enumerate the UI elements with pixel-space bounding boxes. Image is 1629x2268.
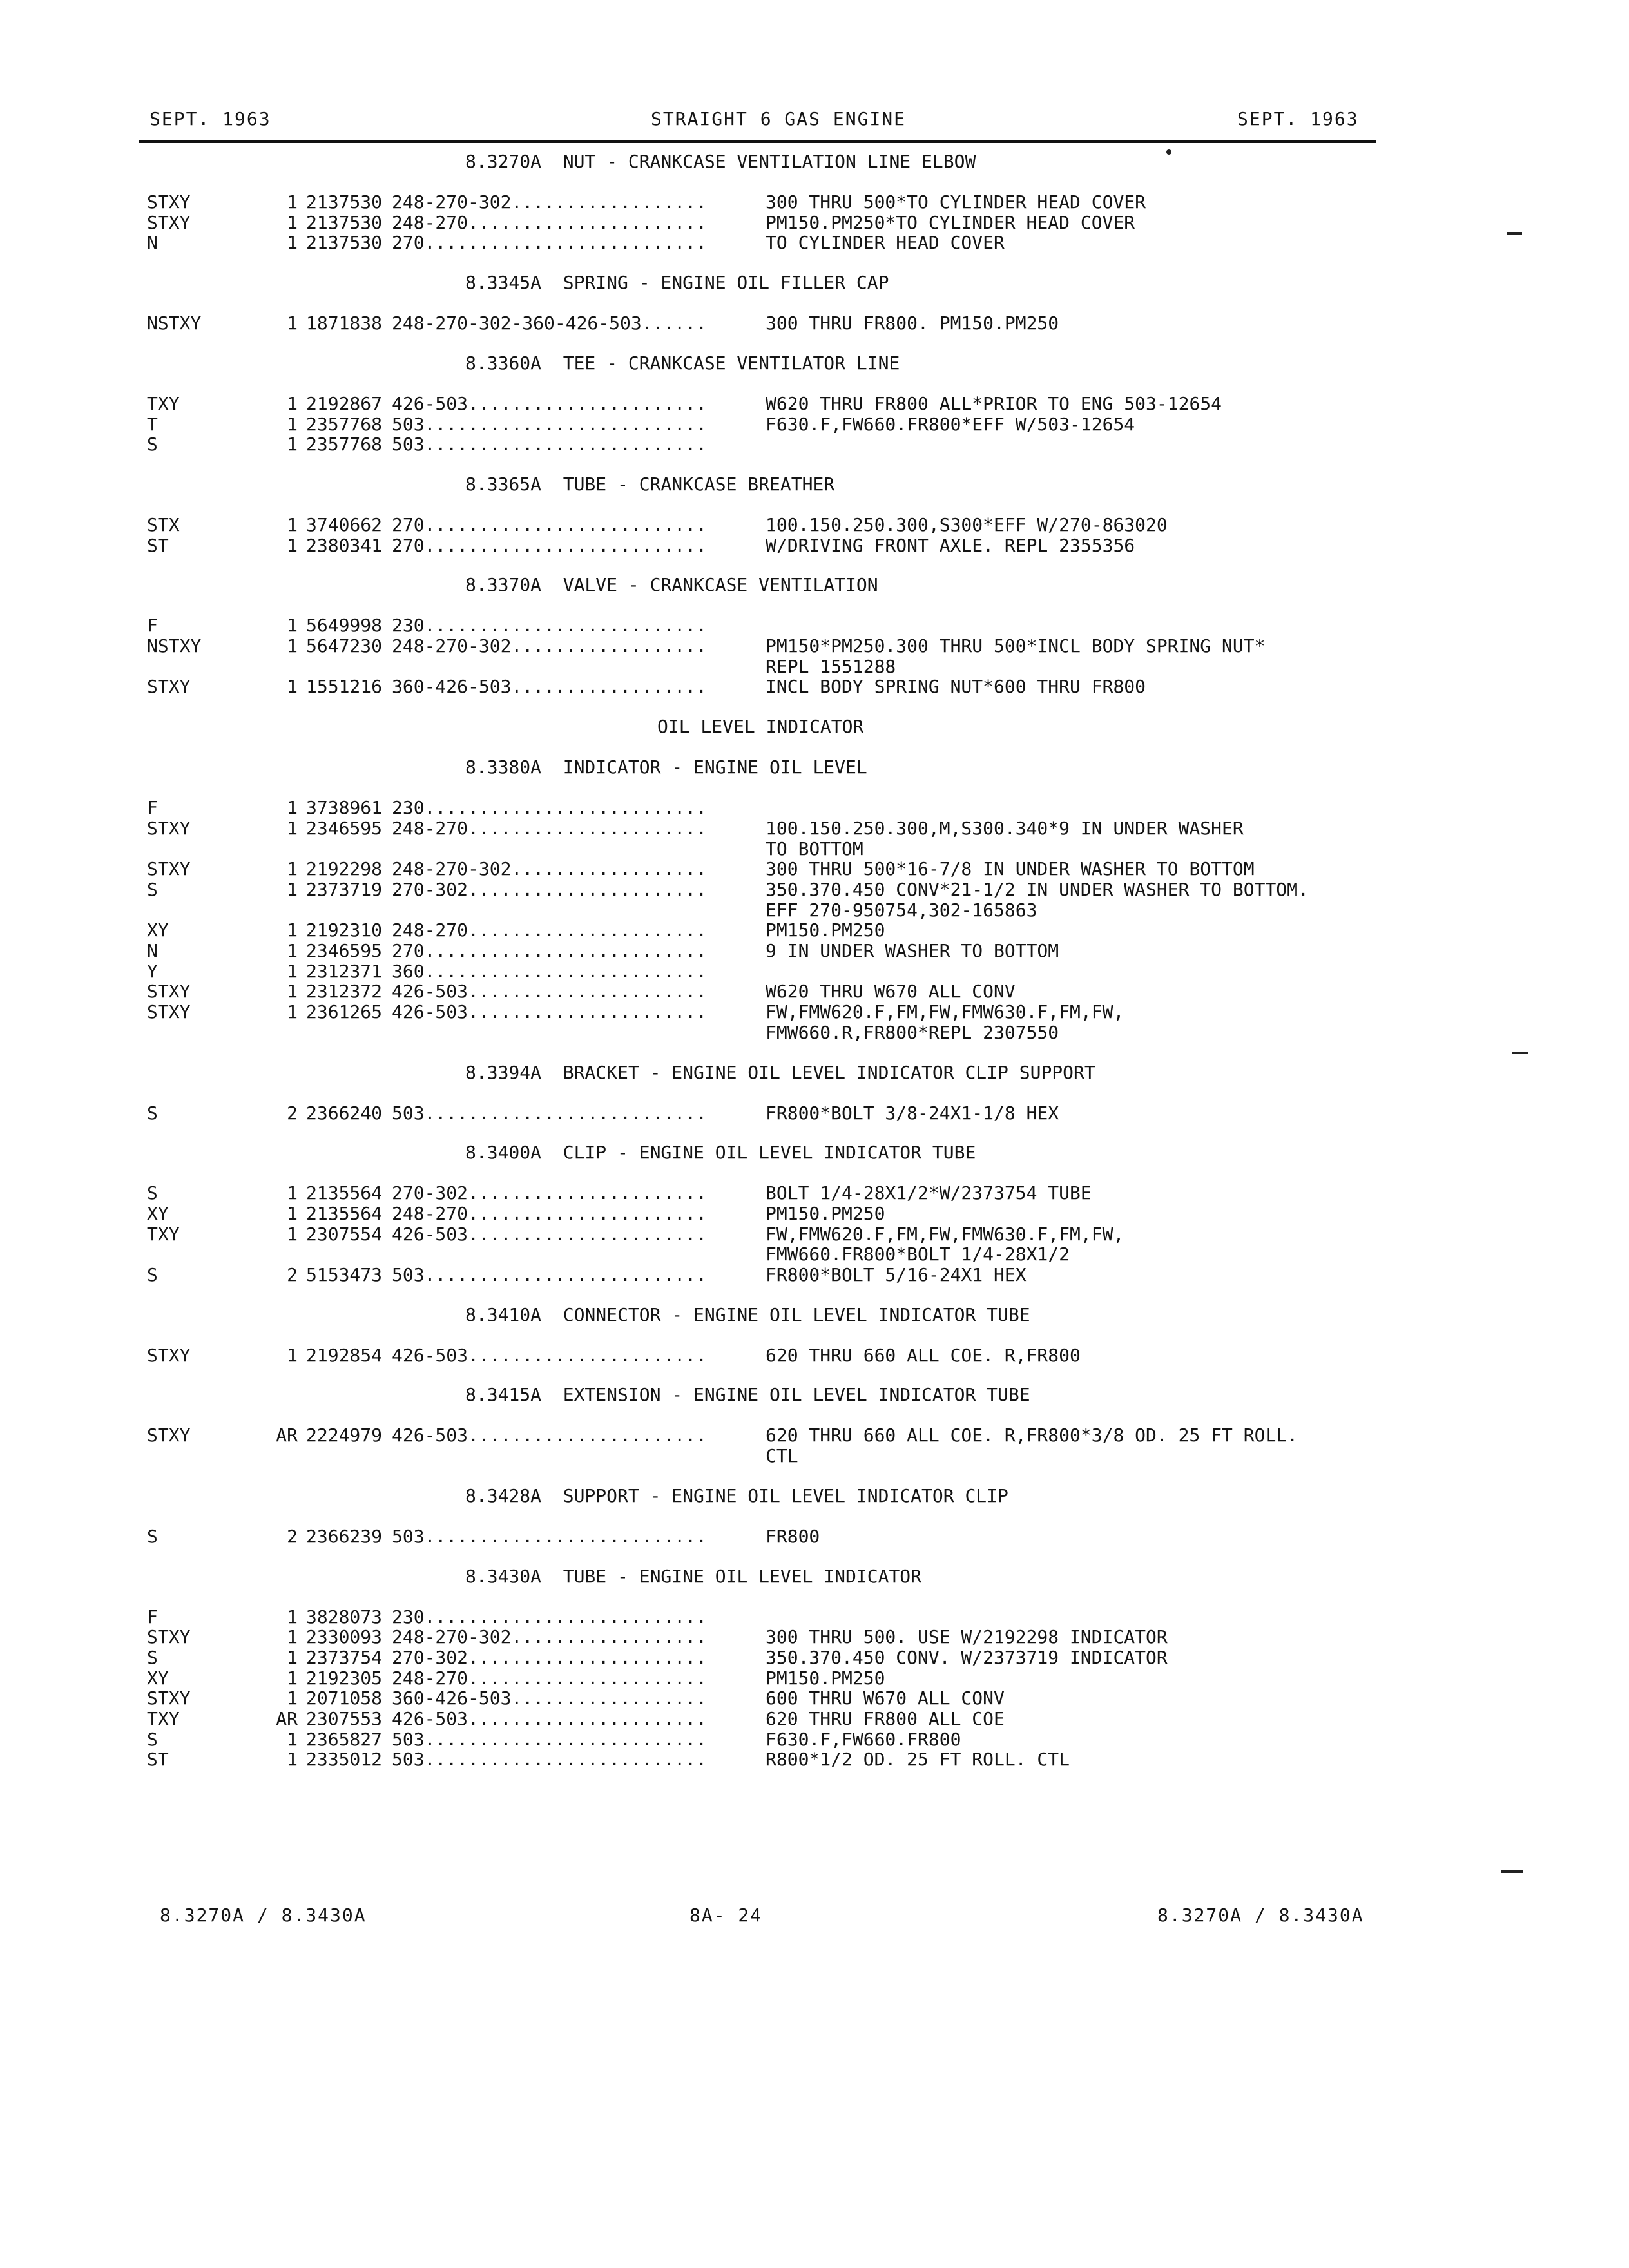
- model-code: F: [147, 797, 158, 818]
- quantity: 1: [287, 818, 298, 839]
- model-code: S: [147, 879, 158, 900]
- table-row: [0, 434, 1629, 454]
- part-number-and-models: 2312371: [306, 961, 383, 982]
- engine-models: 248-270-302..................: [392, 1626, 707, 1648]
- application-notes-continued: TO BOTTOM: [766, 838, 863, 860]
- application-notes: F630.F,FW660.FR800: [766, 1729, 961, 1750]
- section-title: [0, 1485, 1629, 1506]
- section-title-text: 8.3430A TUBE - ENGINE OIL LEVEL INDICATOR: [465, 1566, 922, 1587]
- table-row: [0, 818, 1629, 838]
- model-code: XY: [147, 919, 169, 941]
- section-title: [0, 151, 1629, 171]
- part-number-and-models: 3740662: [306, 514, 383, 535]
- part-number-and-models: 2312372: [306, 981, 383, 1002]
- table-row: [0, 1224, 1629, 1244]
- engine-models: 426-503......................: [392, 1345, 707, 1366]
- table-row-continuation: [0, 1022, 1629, 1043]
- model-code: S: [147, 434, 158, 455]
- model-code: XY: [147, 1203, 169, 1224]
- application-notes: 350.370.450 CONV*21-1/2 IN UNDER WASHER TO BOTTOM.: [766, 879, 1309, 900]
- section-title: [0, 1142, 1629, 1162]
- model-code: STXY: [147, 676, 191, 697]
- quantity: 2: [287, 1102, 298, 1124]
- application-notes: 350.370.450 CONV. W/2373719 INDICATOR: [766, 1647, 1168, 1668]
- section-title: [0, 352, 1629, 373]
- part-number-and-models: 3738961: [306, 797, 383, 818]
- model-code: STXY: [147, 1626, 191, 1648]
- part-number-and-models: 2373754: [306, 1647, 383, 1668]
- model-code: STXY: [147, 212, 191, 233]
- table-row: [0, 676, 1629, 697]
- section-title-text: 8.3370A VALVE - CRANKCASE VENTILATION: [465, 574, 878, 595]
- scan-mark: [1507, 232, 1522, 235]
- application-notes-continued: FMW660.R,FR800*REPL 2307550: [766, 1022, 1059, 1043]
- engine-models: 360-426-503..................: [392, 1687, 707, 1709]
- part-number-and-models: 2330093: [306, 1626, 383, 1648]
- quantity: 1: [287, 797, 298, 818]
- model-code: STXY: [147, 981, 191, 1002]
- engine-models: 248-270......................: [392, 1667, 707, 1689]
- application-notes-continued: EFF 270-950754,302-165863: [766, 899, 1037, 921]
- table-row: [0, 312, 1629, 333]
- scan-mark: [1512, 1052, 1528, 1054]
- model-code: T: [147, 414, 158, 435]
- model-code: F: [147, 615, 158, 636]
- part-number-and-models: 2380341: [306, 535, 383, 556]
- application-notes: 300 THRU 500. USE W/2192298 INDICATOR: [766, 1626, 1168, 1648]
- engine-models: 426-503......................: [392, 1224, 707, 1245]
- engine-models: 426-503......................: [392, 1425, 707, 1446]
- model-code: ST: [147, 1749, 169, 1770]
- table-row: [0, 879, 1629, 899]
- section-title: [0, 574, 1629, 595]
- section-title: [0, 272, 1629, 293]
- group-heading: [0, 716, 1629, 736]
- application-notes: 300 THRU FR800. PM150.PM250: [766, 312, 1059, 334]
- quantity: 1: [287, 1001, 298, 1023]
- engine-models: 503..........................: [392, 1526, 707, 1547]
- table-row: [0, 1749, 1629, 1769]
- engine-models: 248-270......................: [392, 818, 707, 839]
- table-row: [0, 535, 1629, 555]
- application-notes: PM150*PM250.300 THRU 500*INCL BODY SPRING NUT*: [766, 635, 1266, 657]
- quantity: 1: [287, 414, 298, 435]
- table-row: [0, 1102, 1629, 1123]
- application-notes-continued: CTL: [766, 1445, 798, 1466]
- part-number-and-models: 2224979: [306, 1425, 383, 1446]
- engine-models: 503..........................: [392, 1749, 707, 1770]
- part-number-and-models: 2335012: [306, 1749, 383, 1770]
- model-code: S: [147, 1526, 158, 1547]
- part-number-and-models: 1551216: [306, 676, 383, 697]
- engine-models: 230..........................: [392, 615, 707, 636]
- part-number-and-models: 2366240: [306, 1102, 383, 1124]
- quantity: 1: [287, 858, 298, 879]
- quantity: 1: [287, 635, 298, 657]
- quantity: 1: [287, 919, 298, 941]
- application-notes: W/DRIVING FRONT AXLE. REPL 2355356: [766, 535, 1135, 556]
- quantity: 2: [287, 1264, 298, 1285]
- application-notes: 620 THRU 660 ALL COE. R,FR800: [766, 1345, 1081, 1366]
- engine-models: 426-503......................: [392, 1001, 707, 1023]
- part-number-and-models: 2361265: [306, 1001, 383, 1023]
- engine-models: 230..........................: [392, 1606, 707, 1628]
- table-row: [0, 635, 1629, 656]
- engine-models: 248-270......................: [392, 212, 707, 233]
- engine-models: 426-503......................: [392, 1708, 707, 1729]
- table-row: [0, 1647, 1629, 1667]
- model-code: STXY: [147, 858, 191, 879]
- table-row: [0, 414, 1629, 434]
- model-code: STXY: [147, 818, 191, 839]
- quantity: 1: [287, 676, 298, 697]
- table-row: [0, 1001, 1629, 1022]
- table-row-continuation: [0, 656, 1629, 677]
- header-right: SEPT. 1963: [1237, 108, 1359, 130]
- part-number-and-models: 2192305: [306, 1667, 383, 1689]
- model-code: ST: [147, 535, 169, 556]
- engine-models: 248-270......................: [392, 919, 707, 941]
- quantity: 1: [287, 393, 298, 414]
- quantity: 1: [287, 535, 298, 556]
- model-code: S: [147, 1729, 158, 1750]
- part-number-and-models: 2357768: [306, 434, 383, 455]
- model-code: STX: [147, 514, 180, 535]
- model-code: TXY: [147, 393, 180, 414]
- quantity: 1: [287, 1687, 298, 1709]
- section-title: [0, 1384, 1629, 1405]
- table-row: [0, 393, 1629, 414]
- section-title: [0, 1566, 1629, 1586]
- table-row: [0, 615, 1629, 635]
- model-code: TXY: [147, 1224, 180, 1245]
- model-code: STXY: [147, 191, 191, 213]
- quantity: 1: [287, 312, 298, 334]
- group-heading-text: OIL LEVEL INDICATOR: [657, 716, 864, 737]
- model-code: N: [147, 940, 158, 961]
- quantity: 1: [287, 940, 298, 961]
- section-title-text: 8.3400A CLIP - ENGINE OIL LEVEL INDICATOR TUBE: [465, 1142, 976, 1163]
- engine-models: 248-270-302-360-426-503......: [392, 312, 707, 334]
- application-notes-continued: FMW660.FR800*BOLT 1/4-28X1/2: [766, 1244, 1070, 1265]
- part-number-and-models: 5153473: [306, 1264, 383, 1285]
- model-code: STXY: [147, 1345, 191, 1366]
- engine-models: 270-302......................: [392, 879, 707, 900]
- scan-mark: [1501, 1870, 1523, 1873]
- table-row: [0, 961, 1629, 981]
- application-notes: TO CYLINDER HEAD COVER: [766, 232, 1005, 253]
- engine-models: 360-426-503..................: [392, 676, 707, 697]
- table-row: [0, 212, 1629, 233]
- quantity: 1: [287, 1749, 298, 1770]
- page-number: 8A- 24: [689, 1905, 763, 1926]
- engine-models: 503..........................: [392, 1102, 707, 1124]
- part-number-and-models: 2307553: [306, 1708, 383, 1729]
- engine-models: 503..........................: [392, 1264, 707, 1285]
- part-number-and-models: 2192867: [306, 393, 383, 414]
- engine-models: 270-302......................: [392, 1647, 707, 1668]
- application-notes: 620 THRU FR800 ALL COE: [766, 1708, 1005, 1729]
- application-notes: F630.F,FW660.FR800*EFF W/503-12654: [766, 414, 1135, 435]
- model-code: N: [147, 232, 158, 253]
- model-code: STXY: [147, 1001, 191, 1023]
- quantity: 1: [287, 434, 298, 455]
- table-row: [0, 1182, 1629, 1203]
- table-row: [0, 1526, 1629, 1546]
- quantity: 1: [287, 191, 298, 213]
- footer-left: 8.3270A / 8.3430A: [160, 1905, 367, 1926]
- engine-models: 230..........................: [392, 797, 707, 818]
- quantity: 1: [287, 1224, 298, 1245]
- table-row: [0, 232, 1629, 253]
- application-notes: PM150.PM250: [766, 1667, 885, 1689]
- section-title: [0, 474, 1629, 494]
- application-notes: 300 THRU 500*16-7/8 IN UNDER WASHER TO BOTTOM: [766, 858, 1255, 879]
- application-notes: PM150.PM250: [766, 919, 885, 941]
- part-number-and-models: 2135564: [306, 1203, 383, 1224]
- table-row: [0, 514, 1629, 535]
- scan-mark: [1166, 149, 1171, 155]
- engine-models: 270-302......................: [392, 1182, 707, 1204]
- quantity: 1: [287, 879, 298, 900]
- model-code: STXY: [147, 1425, 191, 1446]
- table-row: [0, 919, 1629, 940]
- model-code: F: [147, 1606, 158, 1628]
- engine-models: 270..........................: [392, 232, 707, 253]
- application-notes: R800*1/2 OD. 25 FT ROLL. CTL: [766, 1749, 1070, 1770]
- table-row: [0, 1729, 1629, 1749]
- table-row: [0, 1345, 1629, 1365]
- part-number-and-models: 2307554: [306, 1224, 383, 1245]
- table-row: [0, 1667, 1629, 1688]
- table-row: [0, 940, 1629, 961]
- model-code: TXY: [147, 1708, 180, 1729]
- engine-models: 503..........................: [392, 434, 707, 455]
- application-notes: 9 IN UNDER WASHER TO BOTTOM: [766, 940, 1059, 961]
- table-row: [0, 1264, 1629, 1285]
- application-notes: 300 THRU 500*TO CYLINDER HEAD COVER: [766, 191, 1146, 213]
- model-code: NSTXY: [147, 312, 202, 334]
- header-left: SEPT. 1963: [149, 108, 271, 130]
- quantity: 2: [287, 1526, 298, 1547]
- quantity: 1: [287, 1647, 298, 1668]
- application-notes: INCL BODY SPRING NUT*600 THRU FR800: [766, 676, 1146, 697]
- part-number-and-models: 2357768: [306, 414, 383, 435]
- table-row: [0, 1606, 1629, 1627]
- section-title-text: 8.3365A TUBE - CRANKCASE BREATHER: [465, 474, 835, 495]
- part-number-and-models: 5647230: [306, 635, 383, 657]
- part-number-and-models: 3828073: [306, 1606, 383, 1628]
- engine-models: 270..........................: [392, 514, 707, 535]
- part-number-and-models: 2192298: [306, 858, 383, 879]
- model-code: S: [147, 1647, 158, 1668]
- application-notes: W620 THRU W670 ALL CONV: [766, 981, 1016, 1002]
- header-rule: [139, 140, 1376, 143]
- application-notes: 100.150.250.300,M,S300.340*9 IN UNDER WASHER: [766, 818, 1244, 839]
- engine-models: 360..........................: [392, 961, 707, 982]
- quantity: 1: [287, 615, 298, 636]
- table-row: [0, 1626, 1629, 1647]
- table-row: [0, 981, 1629, 1001]
- quantity: 1: [287, 212, 298, 233]
- application-notes: 600 THRU W670 ALL CONV: [766, 1687, 1005, 1709]
- section-title-text: 8.3394A BRACKET - ENGINE OIL LEVEL INDICATOR CLIP SUPPORT: [465, 1062, 1095, 1083]
- engine-models: 248-270-302..................: [392, 191, 707, 213]
- engine-models: 270..........................: [392, 940, 707, 961]
- model-code: S: [147, 1102, 158, 1124]
- quantity: 1: [287, 1729, 298, 1750]
- engine-models: 270..........................: [392, 535, 707, 556]
- part-number-and-models: 2071058: [306, 1687, 383, 1709]
- engine-models: 503..........................: [392, 1729, 707, 1750]
- model-code: STXY: [147, 1687, 191, 1709]
- footer-right: 8.3270A / 8.3430A: [1157, 1905, 1364, 1926]
- part-number-and-models: 2137530: [306, 232, 383, 253]
- application-notes: FW,FMW620.F,FM,FW,FMW630.F,FM,FW,: [766, 1224, 1124, 1245]
- table-row-continuation: [0, 1445, 1629, 1466]
- quantity: 1: [287, 1345, 298, 1366]
- section-title-text: 8.3410A CONNECTOR - ENGINE OIL LEVEL INDICATOR TUBE: [465, 1304, 1030, 1325]
- application-notes: FW,FMW620.F,FM,FW,FMW630.F,FM,FW,: [766, 1001, 1124, 1023]
- header-title: STRAIGHT 6 GAS ENGINE: [651, 108, 907, 130]
- quantity: 1: [287, 1626, 298, 1648]
- part-number-and-models: 2192854: [306, 1345, 383, 1366]
- section-title: [0, 1304, 1629, 1325]
- section-title-text: 8.3380A INDICATOR - ENGINE OIL LEVEL: [465, 756, 867, 778]
- model-code: S: [147, 1182, 158, 1204]
- quantity: AR: [276, 1708, 298, 1729]
- quantity: 1: [287, 514, 298, 535]
- part-number-and-models: 2137530: [306, 212, 383, 233]
- engine-models: 426-503......................: [392, 393, 707, 414]
- table-row: [0, 1687, 1629, 1708]
- model-code: XY: [147, 1667, 169, 1689]
- table-row: [0, 797, 1629, 818]
- application-notes-continued: REPL 1551288: [766, 656, 896, 677]
- model-code: NSTXY: [147, 635, 202, 657]
- section-title: [0, 1062, 1629, 1082]
- application-notes: FR800*BOLT 5/16-24X1 HEX: [766, 1264, 1027, 1285]
- part-number-and-models: 2346595: [306, 940, 383, 961]
- quantity: AR: [276, 1425, 298, 1446]
- part-number-and-models: 1871838: [306, 312, 383, 334]
- application-notes: PM150.PM250: [766, 1203, 885, 1224]
- table-row: [0, 1708, 1629, 1729]
- table-row-continuation: [0, 1244, 1629, 1264]
- table-row: [0, 191, 1629, 212]
- part-number-and-models: 2365827: [306, 1729, 383, 1750]
- part-number-and-models: 5649998: [306, 615, 383, 636]
- table-row-continuation: [0, 899, 1629, 920]
- table-row: [0, 1425, 1629, 1445]
- part-number-and-models: 2135564: [306, 1182, 383, 1204]
- engine-models: 426-503......................: [392, 981, 707, 1002]
- application-notes: FR800: [766, 1526, 820, 1547]
- quantity: 1: [287, 981, 298, 1002]
- model-code: S: [147, 1264, 158, 1285]
- section-title-text: 8.3415A EXTENSION - ENGINE OIL LEVEL INDICATOR TUBE: [465, 1384, 1030, 1405]
- application-notes: BOLT 1/4-28X1/2*W/2373754 TUBE: [766, 1182, 1092, 1204]
- section-title: [0, 756, 1629, 777]
- section-title-text: 8.3345A SPRING - ENGINE OIL FILLER CAP: [465, 272, 889, 293]
- quantity: 1: [287, 1606, 298, 1628]
- section-title-text: 8.3360A TEE - CRANKCASE VENTILATOR LINE: [465, 352, 900, 374]
- table-row: [0, 858, 1629, 879]
- quantity: 1: [287, 961, 298, 982]
- table-row-continuation: [0, 838, 1629, 859]
- engine-models: 248-270-302..................: [392, 635, 707, 657]
- section-title-text: 8.3428A SUPPORT - ENGINE OIL LEVEL INDICATOR CLIP: [465, 1485, 1008, 1506]
- quantity: 1: [287, 232, 298, 253]
- part-number-and-models: 2366239: [306, 1526, 383, 1547]
- engine-models: 248-270-302..................: [392, 858, 707, 879]
- quantity: 1: [287, 1182, 298, 1204]
- application-notes: 100.150.250.300,S300*EFF W/270-863020: [766, 514, 1168, 535]
- section-title-text: 8.3270A NUT - CRANKCASE VENTILATION LINE ELBOW: [465, 151, 976, 172]
- table-row: [0, 1203, 1629, 1224]
- application-notes: PM150.PM250*TO CYLINDER HEAD COVER: [766, 212, 1135, 233]
- quantity: 1: [287, 1667, 298, 1689]
- model-code: Y: [147, 961, 158, 982]
- part-number-and-models: 2373719: [306, 879, 383, 900]
- application-notes: W620 THRU FR800 ALL*PRIOR TO ENG 503-12654: [766, 393, 1222, 414]
- engine-models: 248-270......................: [392, 1203, 707, 1224]
- part-number-and-models: 2192310: [306, 919, 383, 941]
- engine-models: 503..........................: [392, 414, 707, 435]
- application-notes: FR800*BOLT 3/8-24X1-1/8 HEX: [766, 1102, 1059, 1124]
- part-number-and-models: 2346595: [306, 818, 383, 839]
- part-number-and-models: 2137530: [306, 191, 383, 213]
- quantity: 1: [287, 1203, 298, 1224]
- application-notes: 620 THRU 660 ALL COE. R,FR800*3/8 OD. 25 FT ROLL.: [766, 1425, 1298, 1446]
